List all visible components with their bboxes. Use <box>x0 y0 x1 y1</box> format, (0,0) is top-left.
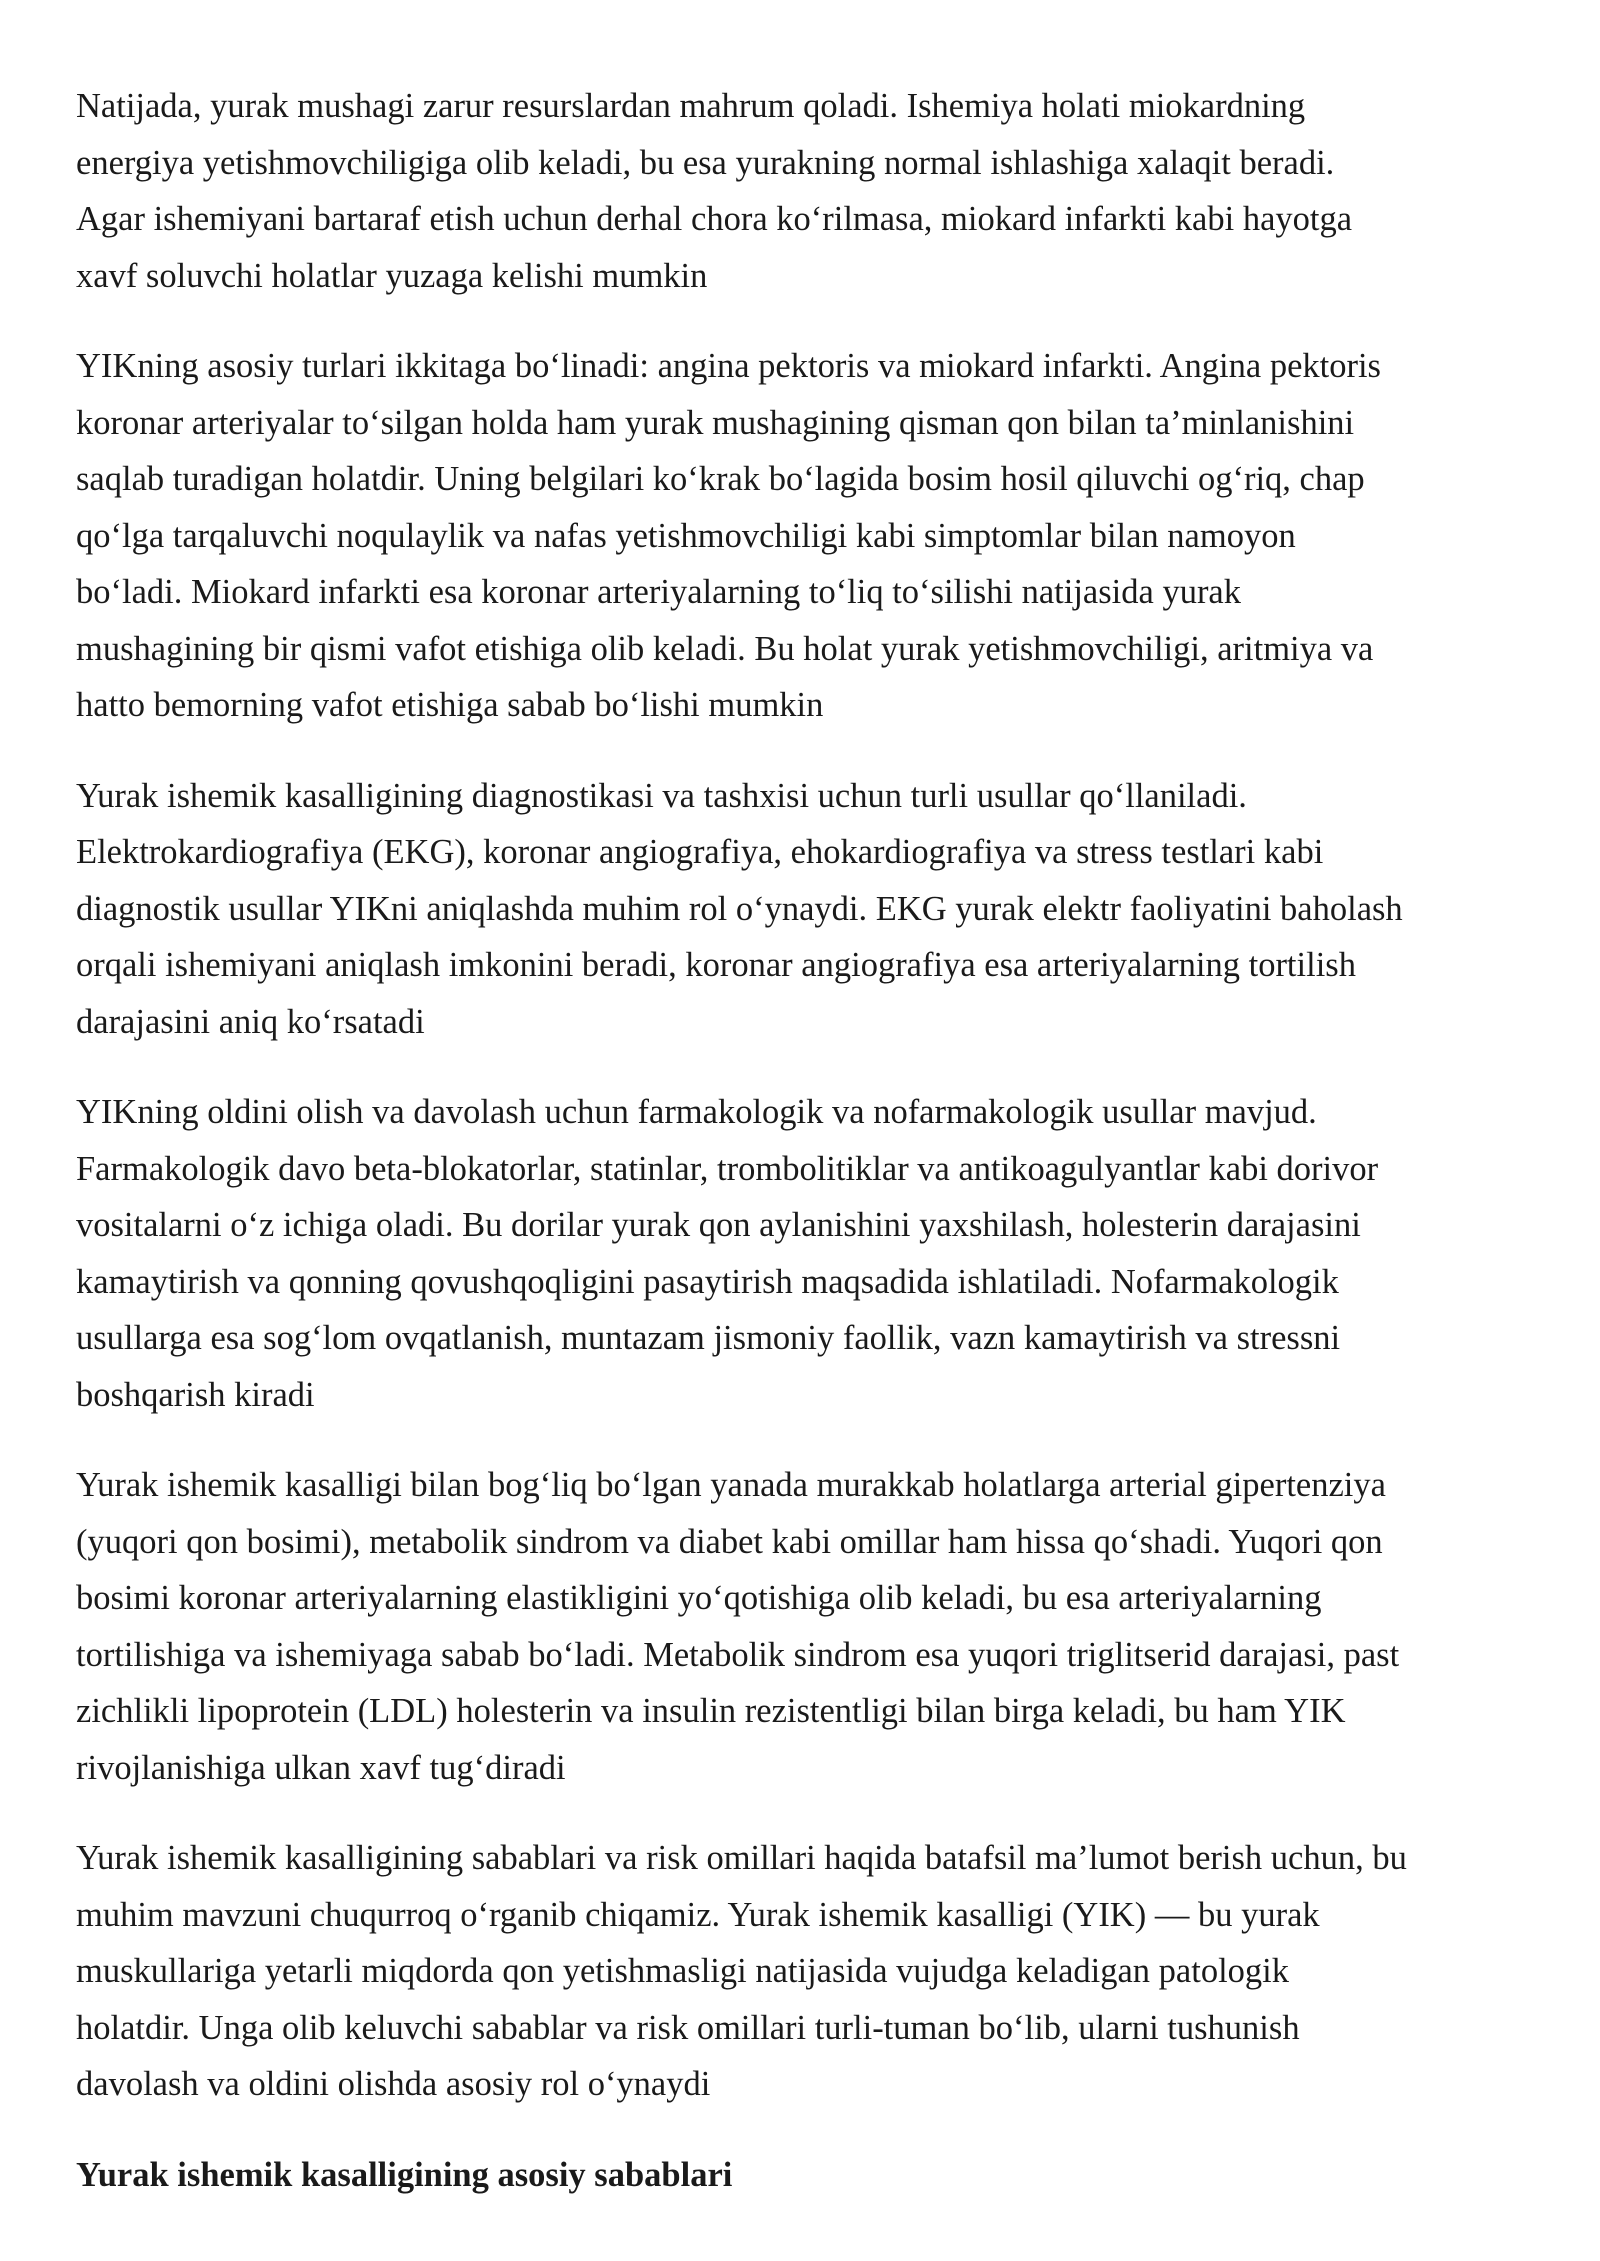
text-line: xavf soluvchi holatlar yuzaga kelishi mumkin <box>76 256 708 295</box>
text-line: davolash va oldini olishda asosiy rol o‘ynaydi <box>76 2065 711 2103</box>
text-line: hatto bemorning vafot etishiga sabab bo‘lishi mumkin <box>76 686 824 724</box>
text-line: saqlab turadigan holatdir. Uning belgilari ko‘krak bo‘lagida bosim hosil qiluvchi og‘riq, chap <box>76 460 1365 498</box>
text-line: usullarga esa sog‘lom ovqatlanish, muntazam jismoniy faollik, vazn kamaytirish va stressni <box>76 1319 1341 1357</box>
text-line: darajasini aniq ko‘rsatadi <box>76 1002 425 1041</box>
text-line: Yurak ishemik kasalligining diagnostikasi va tashxisi uchun turli usullar qo‘llaniladi. <box>76 776 1247 815</box>
text-line: zichlikli lipoprotein (LDL) holesterin va insulin rezistentligi bilan birga keladi, bu ham YIK <box>76 1692 1346 1730</box>
text-line: bosimi koronar arteriyalarning elastikligini yo‘qotishiga olib keladi, bu esa arteriyalarning <box>76 1579 1322 1617</box>
text-line: Natijada, yurak mushagi zarur resurslardan mahrum qoladi. Ishemiya holati miokardning <box>76 87 1306 125</box>
text-line: orqali ishemiyani aniqlash imkonini beradi, koronar angiografiya esa arteriyalarning tortilish <box>76 946 1356 984</box>
text-line: holatdir. Unga olib keluvchi sabablar va risk omillari turli-tuman bo‘lib, ularni tushunish <box>76 2008 1300 2047</box>
section-heading: Yurak ishemik kasalligining asosiy sabablari <box>76 2155 733 2194</box>
text-line: muskullariga yetarli miqdorda qon yetishmasligi natijasida vujudga keladigan patologik <box>76 1952 1289 1990</box>
text-line: diagnostik usullar YIKni aniqlashda muhim rol o‘ynaydi. EKG yurak elektr faoliyatini baholash <box>76 889 1403 928</box>
text-line: vositalarni o‘z ichiga oladi. Bu dorilar yurak qon aylanishini yaxshilash, holesterin darajasini <box>76 1206 1361 1244</box>
text-line: Yurak ishemik kasalligi bilan bog‘liq bo‘lgan yanada murakkab holatlarga arterial gipertenziya <box>76 1466 1386 1504</box>
text-line: qo‘lga tarqaluvchi noqulaylik va nafas yetishmovchiligi kabi simptomlar bilan namoyon <box>76 516 1296 555</box>
text-line: YIKning asosiy turlari ikkitaga bo‘linadi: angina pektoris va miokard infarkti. Angina pektoris <box>76 347 1381 385</box>
text-line: Elektrokardiografiya (EKG), koronar angiografiya, ehokardiografiya va stress testlari kabi <box>76 833 1324 871</box>
text-line: bo‘ladi. Miokard infarkti esa koronar arteriyalarning to‘liq to‘silishi natijasida yurak <box>76 573 1241 611</box>
text-line: muhim mavzuni chuqurroq o‘rganib chiqamiz. Yurak ishemik kasalligi (YIK) — bu yurak <box>76 1895 1320 1934</box>
text-line: Agar ishemiyani bartaraf etish uchun derhal chora ko‘rilmasa, miokard infarkti kabi hayotga <box>76 200 1353 238</box>
document-page <box>76 78 1536 2203</box>
paragraph-prevention-treatment <box>76 1084 1536 1423</box>
paragraph-complex-conditions <box>76 1457 1536 1796</box>
text-line: boshqarish kiradi <box>76 1375 315 1414</box>
text-line: energiya yetishmovchiligiga olib keladi, bu esa yurakning normal ishlashiga xalaqit beradi. <box>76 143 1335 182</box>
text-line: koronar arteriyalar to‘silgan holda ham yurak mushagining qisman qon bilan ta’minlanishini <box>76 403 1355 442</box>
paragraph-diagnostics <box>76 768 1536 1051</box>
text-line: tortilishiga va ishemiyaga sabab bo‘ladi. Metabolik sindrom esa yuqori triglitserid darajasi, past <box>76 1635 1400 1674</box>
text-line: rivojlanishiga ulkan xavf tug‘diradi <box>76 1748 566 1787</box>
text-line: Farmakologik davo beta-blokatorlar, statinlar, trombolitiklar va antikoagulyantlar kabi dorivor <box>76 1149 1379 1188</box>
paragraph-causes-intro <box>76 1830 1536 2113</box>
text-line: kamaytirish va qonning qovushqoqligini pasaytirish maqsadida ishlatiladi. Nofarmakologik <box>76 1262 1339 1301</box>
paragraph-yik-types <box>76 338 1536 734</box>
text-line: Yurak ishemik kasalligining sabablari va risk omillari haqida batafsil ma’lumot berish uchun, bu <box>76 1839 1407 1877</box>
text-line: YIKning oldini olish va davolash uchun farmakologik va nofarmakologik usullar mavjud. <box>76 1093 1317 1131</box>
paragraph-ischemia-result <box>76 78 1536 304</box>
text-line: (yuqori qon bosimi), metabolik sindrom va diabet kabi omillar ham hissa qo‘shadi. Yuqori qon <box>76 1522 1383 1561</box>
text-line: mushagining bir qismi vafot etishiga olib keladi. Bu holat yurak yetishmovchiligi, aritmiya va <box>76 629 1374 668</box>
